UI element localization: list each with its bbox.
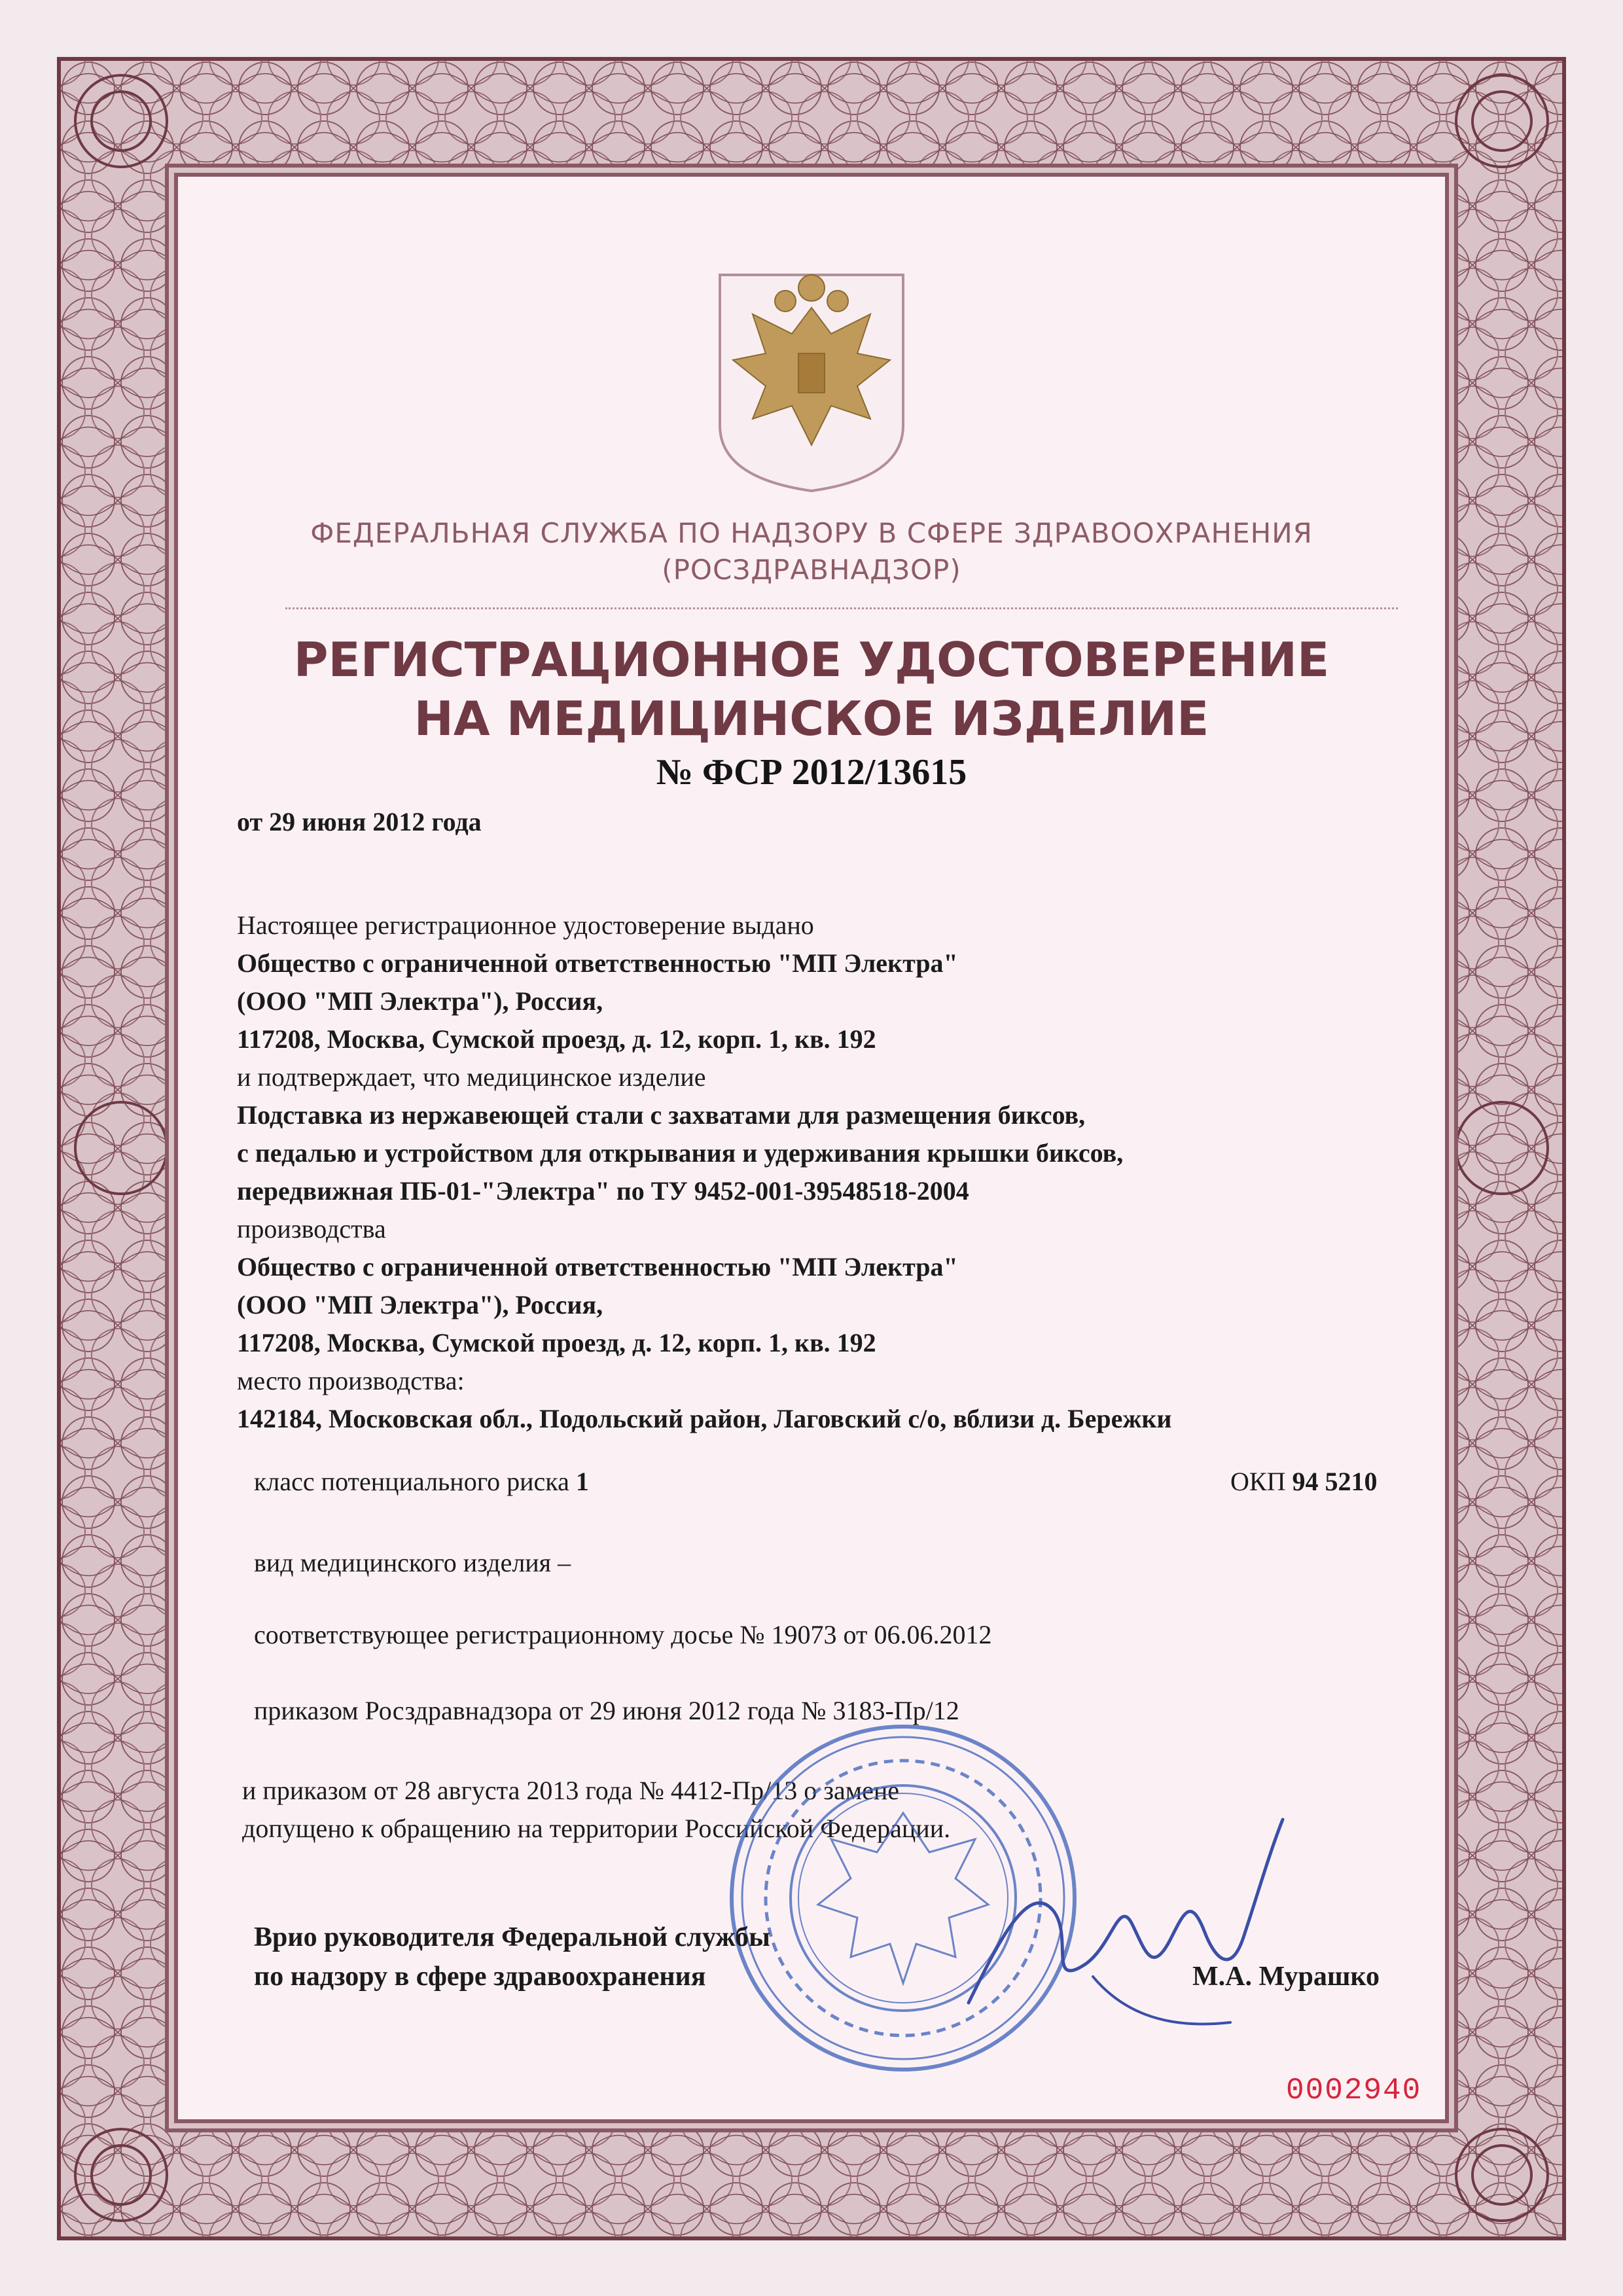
product-line3: передвижная ПБ-01-"Электра" по ТУ 9452-001-39548518-2004 (237, 1176, 969, 1206)
agency-short-name: (РОСЗДРАВНАДЗОР) (662, 554, 961, 586)
device-kind: вид медицинского изделия – (254, 1548, 571, 1577)
product-line1: Подставка из нержавеющей стали с захватами для размещения биксов, (237, 1100, 1086, 1130)
holder-name: Общество с ограниченной ответственностью "МП Электра" (237, 948, 958, 978)
production-label: производства (237, 1214, 386, 1244)
risk-class (254, 1466, 589, 1497)
issued-intro: Настоящее регистрационное удостоверение выдано (237, 910, 814, 940)
production-place-label: место производства: (237, 1366, 465, 1395)
order-reference: приказом Росздравнадзора от 29 июня 2012 года № 3183-Пр/12 (254, 1696, 959, 1725)
risk-class-label: класс потенциального риска (254, 1467, 569, 1496)
document-title-line1: РЕГИСТРАЦИОННОЕ УДОСТОВЕРЕНИЕ (293, 632, 1330, 687)
agency-name: ФЕДЕРАЛЬНАЯ СЛУЖБА ПО НАДЗОРУ В СФЕРЕ ЗДРАВООХРАНЕНИЯ (310, 517, 1313, 549)
serial-number: 0002940 (1286, 2073, 1422, 2108)
replacement-order: и приказом от 28 августа 2013 года № 4412-Пр/13 о замене (242, 1776, 900, 1805)
okp-label: ОКП (1230, 1467, 1286, 1496)
risk-class-value: 1 (575, 1467, 589, 1496)
signer-position-line1: Врио руководителя Федеральной службы (254, 1922, 770, 1952)
holder-short-name: (ООО "МП Электра"), Россия, (237, 986, 603, 1016)
document-title-line2: НА МЕДИЦИНСКОЕ ИЗДЕЛИЕ (414, 691, 1209, 746)
signer-position-line2: по надзору в сфере здравоохранения (254, 1962, 706, 1992)
maker-address: 117208, Москва, Сумской проезд, д. 12, корп. 1, кв. 192 (237, 1328, 876, 1357)
divider (285, 607, 1398, 609)
dossier-reference: соответствующее регистрационному досье № 19073 от 06.06.2012 (254, 1620, 992, 1649)
certificate-number: № ФСР 2012/13615 (656, 752, 967, 793)
admission-statement: допущено к обращению на территории Российской Федерации. (242, 1814, 951, 1843)
product-line2: с педалью и устройством для открывания и удерживания крышки биксов, (237, 1138, 1124, 1168)
okp-code (1230, 1466, 1377, 1497)
issue-date: от 29 июня 2012 года (237, 807, 482, 836)
coat-of-arms-icon (707, 262, 916, 497)
confirms-text: и подтверждает, что медицинское изделие (237, 1062, 706, 1092)
okp-value: 94 5210 (1292, 1467, 1378, 1496)
holder-address: 117208, Москва, Сумской проезд, д. 12, корп. 1, кв. 192 (237, 1024, 876, 1054)
handwritten-signature (955, 1780, 1296, 2042)
maker-name: Общество с ограниченной ответственностью "МП Электра" (237, 1252, 958, 1282)
signer-name: М.А. Мурашко (1192, 1962, 1380, 1992)
maker-short-name: (ООО "МП Электра"), Россия, (237, 1290, 603, 1319)
production-place-value: 142184, Московская обл., Подольский район, Лаговский с/о, вблизи д. Бережки (237, 1404, 1172, 1433)
